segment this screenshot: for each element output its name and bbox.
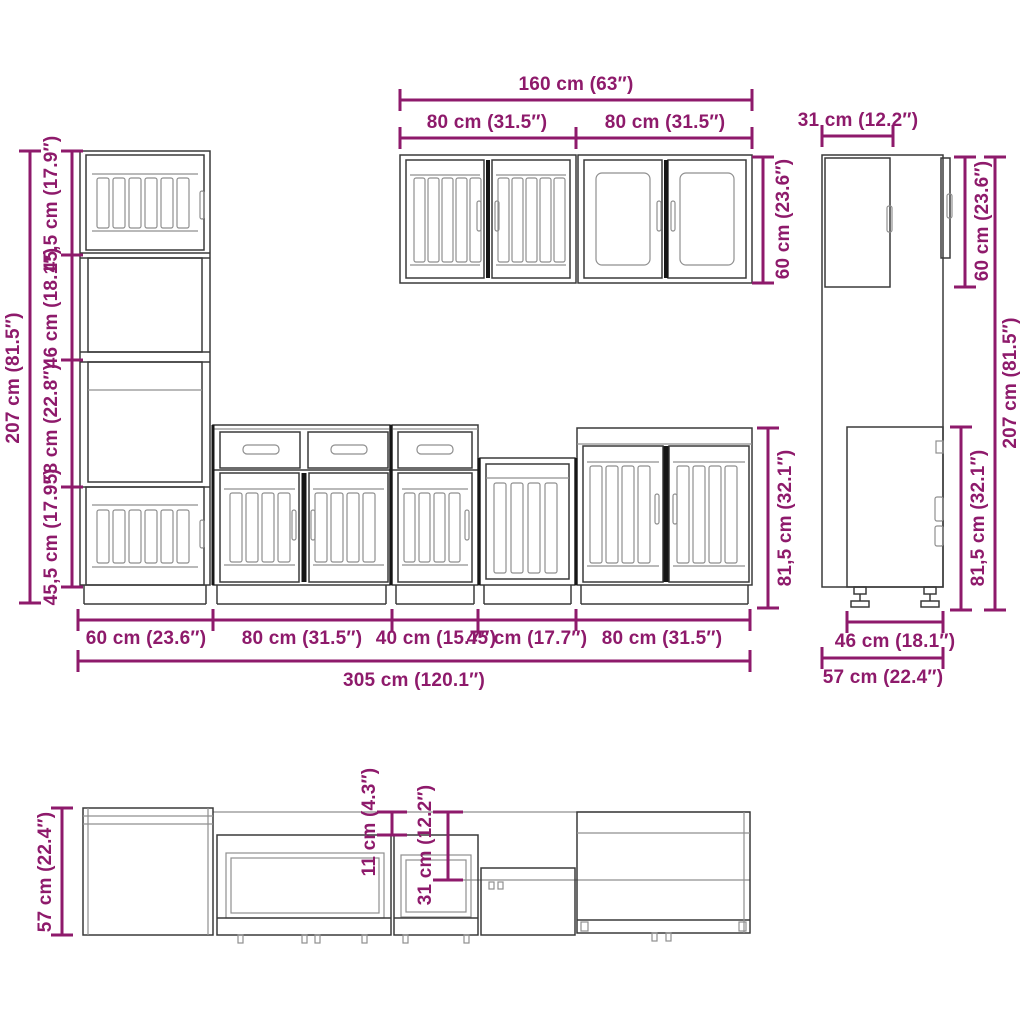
dim-label-base-cab2-width: 40 cm (15.7″) xyxy=(375,628,497,649)
drawer-handle xyxy=(417,445,453,454)
door-handle xyxy=(657,201,661,231)
dim-label-wall-right-width: 80 cm (31.5″) xyxy=(604,112,726,133)
dim-label-plan-depth: 57 cm (22.4″) xyxy=(35,811,56,933)
door-handle xyxy=(477,201,481,231)
door-handle xyxy=(673,494,677,524)
door-handle xyxy=(495,201,499,231)
dim-label-base-total-width: 305 cm (120.1″) xyxy=(342,670,486,691)
dim-label-plan-offset: 11 cm (4.3″) xyxy=(359,767,380,877)
dim-label-wall-height: 60 cm (23.6″) xyxy=(773,158,794,280)
dim-label-front-bottom-door: 45,5 cm (17.9″) xyxy=(41,468,62,606)
dim-label-side-wall-height: 60 cm (23.6″) xyxy=(972,160,993,282)
dim-label-base-cab1-width: 80 cm (31.5″) xyxy=(241,628,363,649)
door-handle xyxy=(671,201,675,231)
door-handle xyxy=(200,520,204,548)
dim-label-front-overall-height: 207 cm (81.5″) xyxy=(3,312,24,444)
door-handle xyxy=(465,510,469,540)
door-handle xyxy=(292,510,296,540)
dim-label-base-tall-width: 60 cm (23.6″) xyxy=(85,628,207,649)
dim-label-side-base-height: 81,5 cm (32.1″) xyxy=(968,449,989,587)
tall-cabinet-side-drawing xyxy=(822,155,952,607)
door-handle xyxy=(655,494,659,524)
dim-label-side-total-height: 207 cm (81.5″) xyxy=(1000,317,1021,449)
drawer-handle xyxy=(331,445,367,454)
dim-label-plan-wall-depth: 31 cm (12.2″) xyxy=(415,784,436,906)
wall-cabinets-front-drawing xyxy=(400,155,752,283)
dim-label-front-oven-cavity: 58 cm (22.8″) xyxy=(41,363,62,485)
dim-label-front-upper-cavity: 46 cm (18.1″) xyxy=(41,247,62,369)
dim-label-base-cab3-width: 45 cm (17.7″) xyxy=(466,628,588,649)
dim-label-front-top-door: 45,5 cm (17.9″) xyxy=(41,135,62,273)
drawer-handle xyxy=(243,445,279,454)
tall-cabinet-front-drawing xyxy=(80,151,210,604)
base-cabinets-front-drawing xyxy=(213,425,752,604)
dim-label-wall-total-width: 160 cm (63″) xyxy=(518,74,634,95)
dim-label-base-cab4-width: 80 cm (31.5″) xyxy=(601,628,723,649)
door-handle xyxy=(200,191,204,219)
dim-label-side-base-depth: 46 cm (18.1″) xyxy=(834,631,956,652)
dim-label-side-top-depth: 31 cm (12.2″) xyxy=(797,110,919,131)
dim-label-side-total-depth: 57 cm (22.4″) xyxy=(822,667,944,688)
dim-label-wall-left-width: 80 cm (31.5″) xyxy=(426,112,548,133)
dim-label-base-height: 81,5 cm (32.1″) xyxy=(775,449,796,587)
door-handle xyxy=(311,510,315,540)
